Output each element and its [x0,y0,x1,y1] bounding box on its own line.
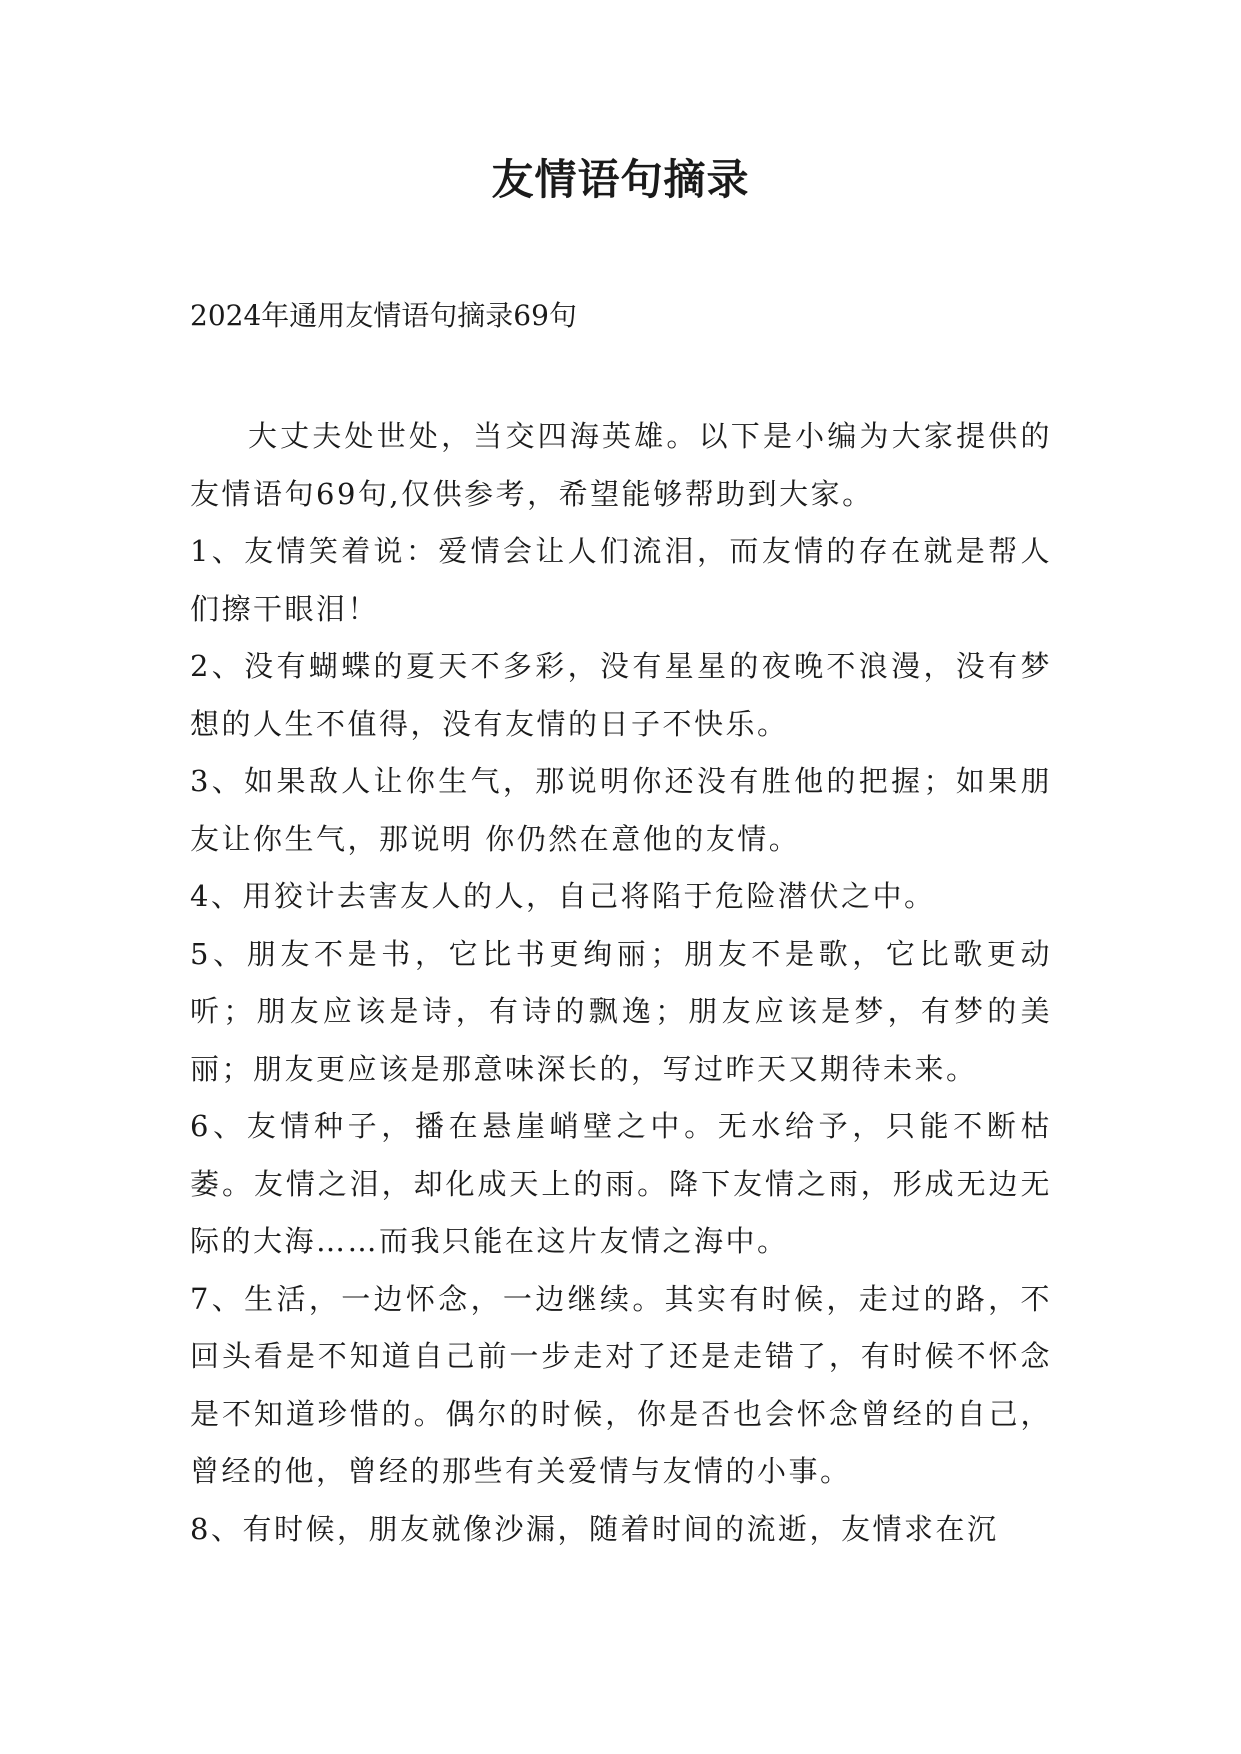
list-item-7: 7、生活，一边怀念，一边继续。其实有时候，走过的路，不回头看是不知道自己前一步走对了还是走错了，有时候不怀念是不知道珍惜的。偶尔的时候，你是否也会怀念曾经的自己，曾经的他，曾经的那些有关爱情与友情的小事。 [190,1281,1052,1488]
list-item-4: 4、用狡计去害友人的人，自己将陷于危险潜伏之中。 [190,879,936,913]
list-item-8: 8、有时候，朋友就像沙漏，随着时间的流逝，友情求在沉 [190,1511,999,1546]
document-body [190,408,1052,1558]
document-title: 友情语句摘录 [491,155,750,204]
list-item-5: 5、朋友不是书，它比书更绚丽；朋友不是歌，它比歌更动听；朋友应该是诗，有诗的飘逸；朋友应该是梦，有梦的美丽；朋友更应该是那意味深长的，写过昨天又期待未来。 [190,936,1052,1086]
list-item-3: 3、如果敌人让你生气，那说明你还没有胜他的把握；如果朋友让你生气，那说明 你仍然在意他的友情。 [190,764,1052,856]
document-subtitle: 2024年通用友情语句摘录69句 [190,299,577,332]
intro-paragraph: 大丈夫处世处，当交四海英雄。以下是小编为大家提供的友情语句69句,仅供参考，希望能够帮助到大家。 [190,419,1052,511]
list-item-1: 1、友情笑着说：爱情会让人们流泪，而友情的存在就是帮人们擦干眼泪！ [190,534,1052,626]
list-item-6: 6、友情种子，播在悬崖峭壁之中。无水给予，只能不断枯萎。友情之泪，却化成天上的雨。降下友情之雨，形成无边无际的大海……而我只能在这片友情之海中。 [190,1109,1052,1258]
list-item-2: 2、没有蝴蝶的夏天不多彩，没有星星的夜晚不浪漫，没有梦想的人生不值得，没有友情的日子不快乐。 [190,649,1052,741]
